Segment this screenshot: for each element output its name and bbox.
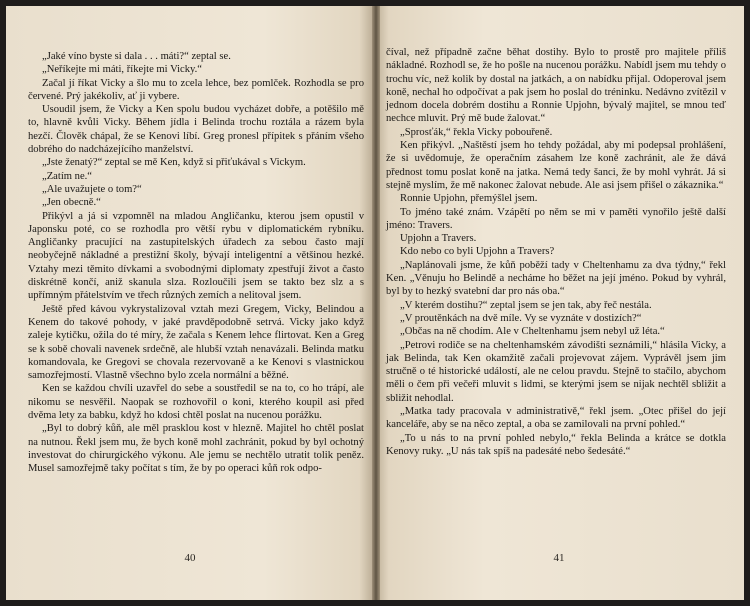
left-page	[6, 6, 374, 600]
book-spread	[6, 6, 744, 600]
paragraph: Ronnie Upjohn, přemýšlel jsem.	[400, 193, 538, 205]
paragraph: „V proutěnkách na dvě míle. Vy se vyznáte v dostizích?“	[400, 312, 642, 324]
paragraph: Ken se každou chvíli uzavřel do sebe a soustředil se na to, co ho trápí, ale nikomu se nesvěřil. Naopak se rozhovořil o koni, kterého koupil asi před dvěma lety za babku, když ho kdosi chtěl poslat na nucenou porážku.	[28, 383, 364, 422]
paragraph: To jméno také znám. Vzápětí po něm se mi v paměti vynořilo ještě další jméno: Travers.	[386, 206, 726, 231]
paragraph: „Matka tady pracovala v administrativě,“ řekl jsem. „Otec přišel do její kanceláře, aby se na něco zeptal, a oba se zamilovali na první pohled.“	[386, 406, 726, 431]
paragraph: „Zatím ne.“	[42, 170, 92, 182]
right-page-text	[386, 46, 726, 458]
left-page-text	[28, 50, 364, 476]
paragraph: „Petrovi rodiče se na cheltenhamském závodišti seznámili,“ hlásila Vicky, a jak Belinda, tak Ken okamžitě začali projevovat zájem. Vyprávěl jsem jim stručně o té historické událostí, ale ne celou pravdu. Stejně to stačilo, abychom měli o čem při večeři mluvit s lidmi, se kterými jsem se nijak nechtěl sbližit a sbližit nehodlal.	[386, 339, 726, 404]
paragraph: „Občas na ně chodím. Ale v Cheltenhamu jsem nebyl už léta.“	[400, 326, 665, 338]
paragraph: „Sprosťák,“ řekla Vicky pobouřeně.	[400, 126, 553, 138]
book-gutter	[372, 6, 380, 600]
paragraph: „V kterém dostihu?“ zeptal jsem se jen tak, aby řeč nestála.	[400, 299, 652, 311]
paragraph: Kdo nebo co byli Upjohn a Travers?	[400, 246, 555, 258]
page-number: 40	[184, 552, 196, 564]
right-page	[374, 6, 744, 600]
paragraph: Upjohn a Travers.	[400, 233, 477, 245]
paragraph: Začal jí říkat Vicky a šlo mu to zcela lehce, bez pomlček. Rozhodla se pro červené. Prý jakékoliv, ať ji vybere.	[28, 77, 364, 102]
paragraph: „Byl to dobrý kůň, ale měl prasklou kost v hlezně. Majitel ho chtěl poslat na nutnou. Řekl jsem mu, že bych koně mohl zachránit, pokud by byl ochotný investovat do chirurgického výkonu. Ale jemu se nechtělo utratit tolik peněz. Musel samozřejmě taky počítat s tím, že by po operaci kůň rok odpo-	[28, 423, 364, 475]
paragraph: Přikývl a já si vzpomněl na mladou Angličanku, kterou jsem opustil v Japonsku poté, co se rozhodla pro větší rybu v diplomatickém rybníku. Angličanky pracující na zastupitelských úřadech za sebou často mají neobyčejně nákladné a prestižní školy, bývají inteligentní a většinou hezké. Vztahy mezi těmito dívkami a svobodnými diplomaty zpestřují život a často diskrétně končí, aniž skanula slza. Rozloučili jsem se takto bez slz a s upřímným přátelstvím ve třech různých zemích a nelitoval jsem.	[28, 210, 364, 302]
paragraph: „Naplánovali jsme, že kůň poběží tady v Cheltenhamu za dva týdny,“ řekl Ken. „Věnuju ho Belindě a necháme ho běžet na její jméno. Pokud by vyhrál, byl by to hezký svatební dar pro nás oba.“	[386, 259, 726, 298]
paragraph: Usoudil jsem, že Vicky a Ken spolu budou vycházet dobře, a potěšilo mě to, hlavně kvůli Vicky. Během jídla i Belinda trochu roztála a rázem byla hezčí. Člověk chápal, že se Kenovi líbí. Greg pronesl přípitek s přáním všeho dobrého do nadcházejícího manželství.	[28, 104, 364, 156]
paragraph: „Jen obecně.“	[42, 197, 101, 209]
page-number: 41	[553, 552, 565, 564]
paragraph: Ještě před kávou vykrystalizoval vztah mezi Gregem, Vicky, Belindou a Kenem do takové pohody, v jaké pravděpodobně setrvá. Vicky jako když zaleje kytičku, ožila do té míry, že začala s Kenem lehce flirtovat. Ken a Greg se k sobě chovali navenek srdečně, ale hlubší vztah nenavázali. Belinda matku komandovala, ke Gregovi se chovala rezervovaně a ke Kenovi s vlastnickou samozřejmostí. Vlastně všechno bylo zcela normální a běžné.	[28, 303, 364, 382]
paragraph: „Jaké víno byste si dala . . . máti?“ zeptal se.	[42, 51, 231, 62]
paragraph: „Jste ženatý?“ zeptal se mě Ken, když si přiťukával s Vickym.	[42, 157, 306, 169]
paragraph: „Neříkejte mi máti, říkejte mi Vicky.“	[42, 64, 202, 76]
paragraph: Ken přikývl. „Naštěstí jsem ho tehdy požádal, aby mi podepsal prohlášení, že si uvědomuje, že operačním zásahem lze koně zachránit, ale že dává přednost tomu poslat koně na jatka. Nemá tedy šanci, že by mohl vyhrát. Já si stejně myslím, že mě nakonec žalovat nebude. Ale asi jsem přišel o zákaznika.“	[386, 140, 726, 191]
paragraph: číval, než případně začne běhat dostihy. Bylo to prostě pro majitele příliš nákladné. Rozhodl se, že ho pošle na nucenou porážku. Nabídl jsem mu tehdy o trochu víc, než kolik by dostal na jatkách, a on nabídku přijal. Odoperoval jsem koně, nechal ho odpočívat a pak jsem ho poslal do tréninku. Nedávno zvítězil v jednom docela dobrém dostihu a Ronnie Upjohn, bývalý majitel, se mnou teď nechce mluvit. Prý mě bude žalovat.“	[386, 47, 726, 125]
paragraph: „Ale uvažujete o tom?“	[42, 183, 142, 195]
paragraph: „To u nás to na první pohled nebylo,“ řekla Belinda a krátce se dotkla Kenovy ruky. „U nás tak spíš na padesáté nebo šedesáté.“	[386, 432, 726, 457]
